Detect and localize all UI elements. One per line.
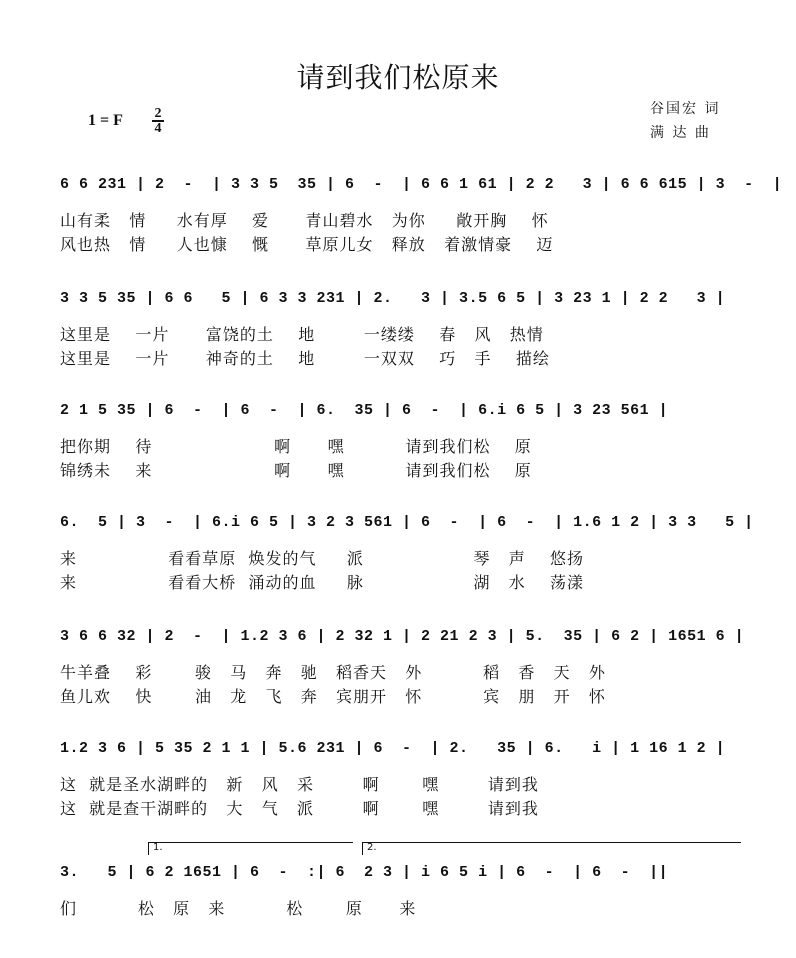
- notation-row-4: 6. 5 | 3 - | 6.i 6 5 | 3 2 3 561 | 6 - | 6 - | 1.6 1 2 | 3 3 5 |: [60, 514, 754, 531]
- time-numerator: 2: [154, 106, 162, 121]
- lyric-row-6-verse-2: 这 就是查干湖畔的 大 气 派 啊 嘿 请到我: [60, 799, 539, 818]
- notation-row-7: 3. 5 | 6 2 1651 | 6 - :| 6 2 3 | i 6 5 i | 6 - | 6 - ||: [60, 864, 669, 881]
- lyric-row-1-verse-2: 风也热 情 人也慷 慨 草原儿女 释放 着激情豪 迈: [60, 235, 554, 254]
- song-title: 请到我们松原来: [296, 61, 500, 94]
- lyric-row-4-verse-1: 来 看看草原 焕发的气 派 琴 声 悠扬: [60, 549, 585, 568]
- lyric-row-3-verse-2: 锦绣未 来 啊 嘿 请到我们松 原: [60, 461, 532, 480]
- lyric-row-2-verse-2: 这里是 一片 神奇的土 地 一双双 巧 手 描绘: [60, 349, 550, 368]
- lyric-row-1-verse-1: 山有柔 情 水有厚 爱 青山碧水 为你 敞开胸 怀: [60, 211, 549, 230]
- first-ending-bracket: [148, 842, 353, 855]
- notation-row-1: 6 6 231 | 2 - | 3 3 5 35 | 6 - | 6 6 1 61 | 2 2 3 | 6 6 615 | 3 - |: [60, 176, 783, 193]
- lyric-row-6-verse-1: 这 就是圣水湖畔的 新 风 采 啊 嘿 请到我: [60, 775, 539, 794]
- second-ending-label: 2.: [367, 842, 377, 853]
- lyricist-credit: 谷国宏 词: [650, 101, 721, 117]
- notation-row-5: 3 6 6 32 | 2 - | 1.2 3 6 | 2 32 1 | 2 21 2 3 | 5. 35 | 6 2 | 1651 6 |: [60, 628, 745, 645]
- lyric-row-3-verse-1: 把你期 待 啊 嘿 请到我们松 原: [60, 437, 532, 456]
- lyric-row-2-verse-1: 这里是 一片 富饶的土 地 一缕缕 春 风 热情: [60, 325, 544, 344]
- notation-row-3: 2 1 5 35 | 6 - | 6 - | 6. 35 | 6 - | 6.i 6 5 | 3 23 561 |: [60, 402, 669, 419]
- time-denominator: 4: [154, 121, 162, 136]
- second-ending-bracket: [362, 842, 741, 855]
- first-ending-label: 1.: [153, 842, 163, 853]
- notation-row-2: 3 3 5 35 | 6 6 5 | 6 3 3 231 | 2. 3 | 3.5 6 5 | 3 23 1 | 2 2 3 |: [60, 290, 726, 307]
- notation-row-6: 1.2 3 6 | 5 35 2 1 1 | 5.6 231 | 6 - | 2. 35 | 6. i | 1 16 1 2 |: [60, 740, 726, 757]
- lyric-row-5-verse-1: 牛羊叠 彩 骏 马 奔 驰 稻香天 外 稻 香 天 外: [60, 663, 606, 682]
- lyric-row-7-verse-1: 们 松 原 来 松 原 来: [60, 899, 417, 918]
- time-signature: [151, 107, 165, 135]
- composer-credit: 满 达 曲: [650, 125, 711, 141]
- lyric-row-5-verse-2: 鱼儿欢 快 油 龙 飞 奔 宾朋开 怀 宾 朋 开 怀: [60, 687, 606, 706]
- key-signature: 1 = F: [88, 112, 123, 129]
- lyric-row-4-verse-2: 来 看看大桥 涌动的血 脉 湖 水 荡漾: [60, 573, 585, 592]
